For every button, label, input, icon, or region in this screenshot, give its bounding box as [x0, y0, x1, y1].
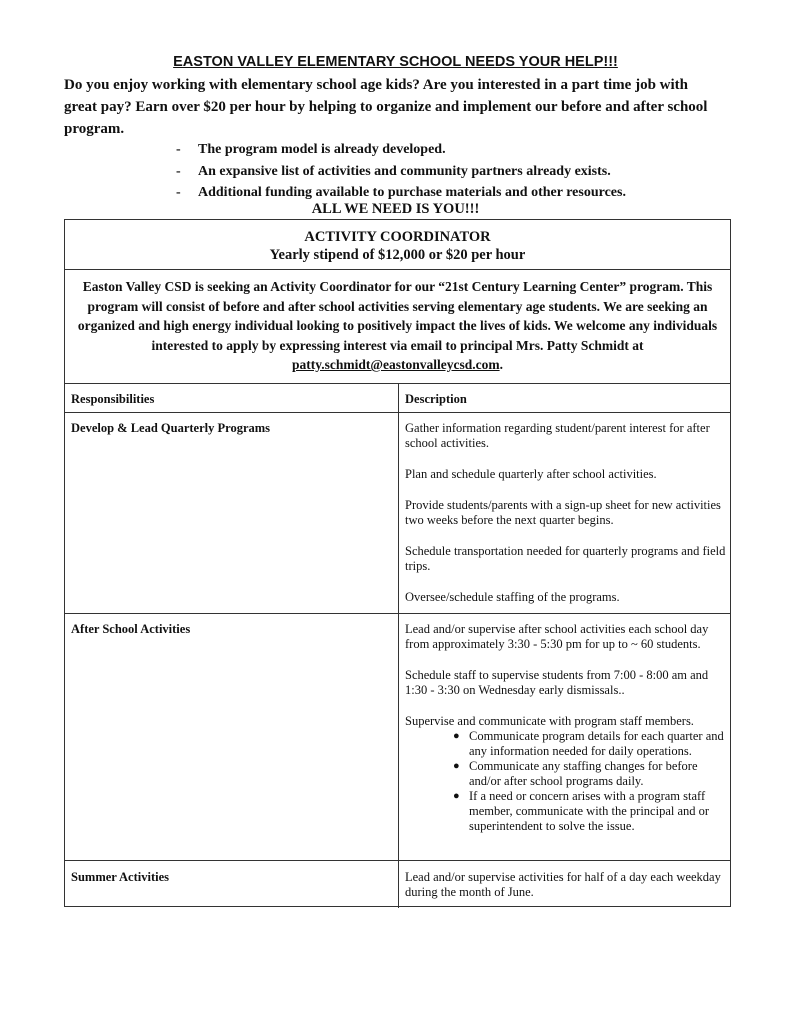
job-posting-table: [64, 219, 731, 907]
description-quarterly-programs: [405, 421, 727, 605]
dash-marker: -: [176, 185, 181, 200]
page-title: EASTON VALLEY ELEMENTARY SCHOOL NEEDS YOUR HELP!!!: [173, 54, 618, 70]
bullet-dot: ●: [453, 760, 460, 772]
column-divider: [398, 384, 399, 908]
description-text: Easton Valley CSD is seeking an Activity Coordinator for our “21st Century Learning Center” program. This program will consist of before and after school activities serving elementary age students. We are seeking an organized and high energy individual looking to positively impact the lives of kids. We welcome any individuals interested to apply by expressing interest via email to principal Mrs. Patty Schmidt at: [77, 279, 718, 353]
feature-list: [176, 139, 736, 204]
description-item: Plan and schedule quarterly after school activities.: [405, 467, 657, 481]
dash-marker: -: [176, 142, 181, 157]
list-item: - Additional funding available to purchase materials and other resources.: [176, 182, 736, 204]
bullet-dot: ●: [453, 730, 460, 742]
column-header-responsibilities: Responsibilities: [71, 392, 155, 406]
list-item: ● Communicate any staffing changes for before and/or after school programs daily.: [453, 759, 698, 788]
responsibility-after-school: After School Activities: [71, 622, 191, 636]
call-to-action: ALL WE NEED IS YOU!!!: [311, 201, 480, 217]
description-item: Lead and/or supervise activities for half of a day each weekday during the month of June.: [405, 870, 721, 899]
position-header: [65, 220, 730, 270]
supervision-sublist: [405, 729, 727, 834]
description-item: Oversee/schedule staffing of the programs.: [405, 590, 620, 604]
description-item: Lead and/or supervise after school activities each school day from approximately 3:30 - 5:30 pm for up to ~ 60 students.: [405, 622, 709, 651]
column-header-description: Description: [405, 392, 467, 406]
list-item: - An expansive list of activities and community partners already exists.: [176, 161, 736, 183]
contact-email-link[interactable]: patty.schmidt@eastonvalleycsd.com: [292, 357, 500, 372]
responsibility-summer: Summer Activities: [71, 870, 170, 884]
description-item: Supervise and communicate with program staff members.: [405, 714, 694, 728]
description-item: Gather information regarding student/parent interest for after school activities.: [405, 421, 710, 450]
intro-paragraph: Do you enjoy working with elementary school age kids? Are you interested in a part time job with great pay? Earn over $20 per hour by helping to organize and implement our before and after school program.: [64, 77, 708, 137]
description-after-school: [405, 622, 727, 834]
description-item: Schedule transportation needed for quarterly programs and field trips.: [405, 544, 726, 573]
description-item: Schedule staff to supervise students from 7:00 - 8:00 am and 1:30 - 3:30 on Wednesday early dismissals..: [405, 668, 709, 697]
row-divider: [65, 860, 730, 861]
list-item: ● If a need or concern arises with a program staff member, communicate with the principal and or superintendent to solve the issue.: [453, 789, 710, 833]
row-divider: [65, 412, 730, 413]
position-stipend: Yearly stipend of $12,000 or $20 per hour: [269, 246, 526, 263]
dash-marker: -: [176, 163, 181, 179]
bullet-dot: ●: [453, 790, 460, 802]
list-item: - The program model is already developed.: [176, 139, 736, 161]
row-divider: [65, 613, 730, 614]
description-summer: [405, 870, 727, 900]
responsibility-quarterly-programs: Develop & Lead Quarterly Programs: [71, 421, 271, 435]
list-item: ● Communicate program details for each quarter and any information needed for daily operations.: [453, 729, 724, 758]
description-item: Provide students/parents with a sign-up sheet for new activities two weeks before the next quarter begins.: [405, 498, 721, 527]
position-title: ACTIVITY COORDINATOR: [304, 229, 491, 245]
position-description: Easton Valley CSD is seeking an Activity Coordinator for our “21st Century Learning Center” program. This program will consist of before and after school activities serving elementary age students. We are seeking an organized and high energy individual looking to positively impact the lives of kids. We welcome any individuals interested to apply by expressing interest via email to principal Mrs. Patty Schmidt at patty.schmidt@eastonvalleycsd.com.: [65, 270, 730, 384]
